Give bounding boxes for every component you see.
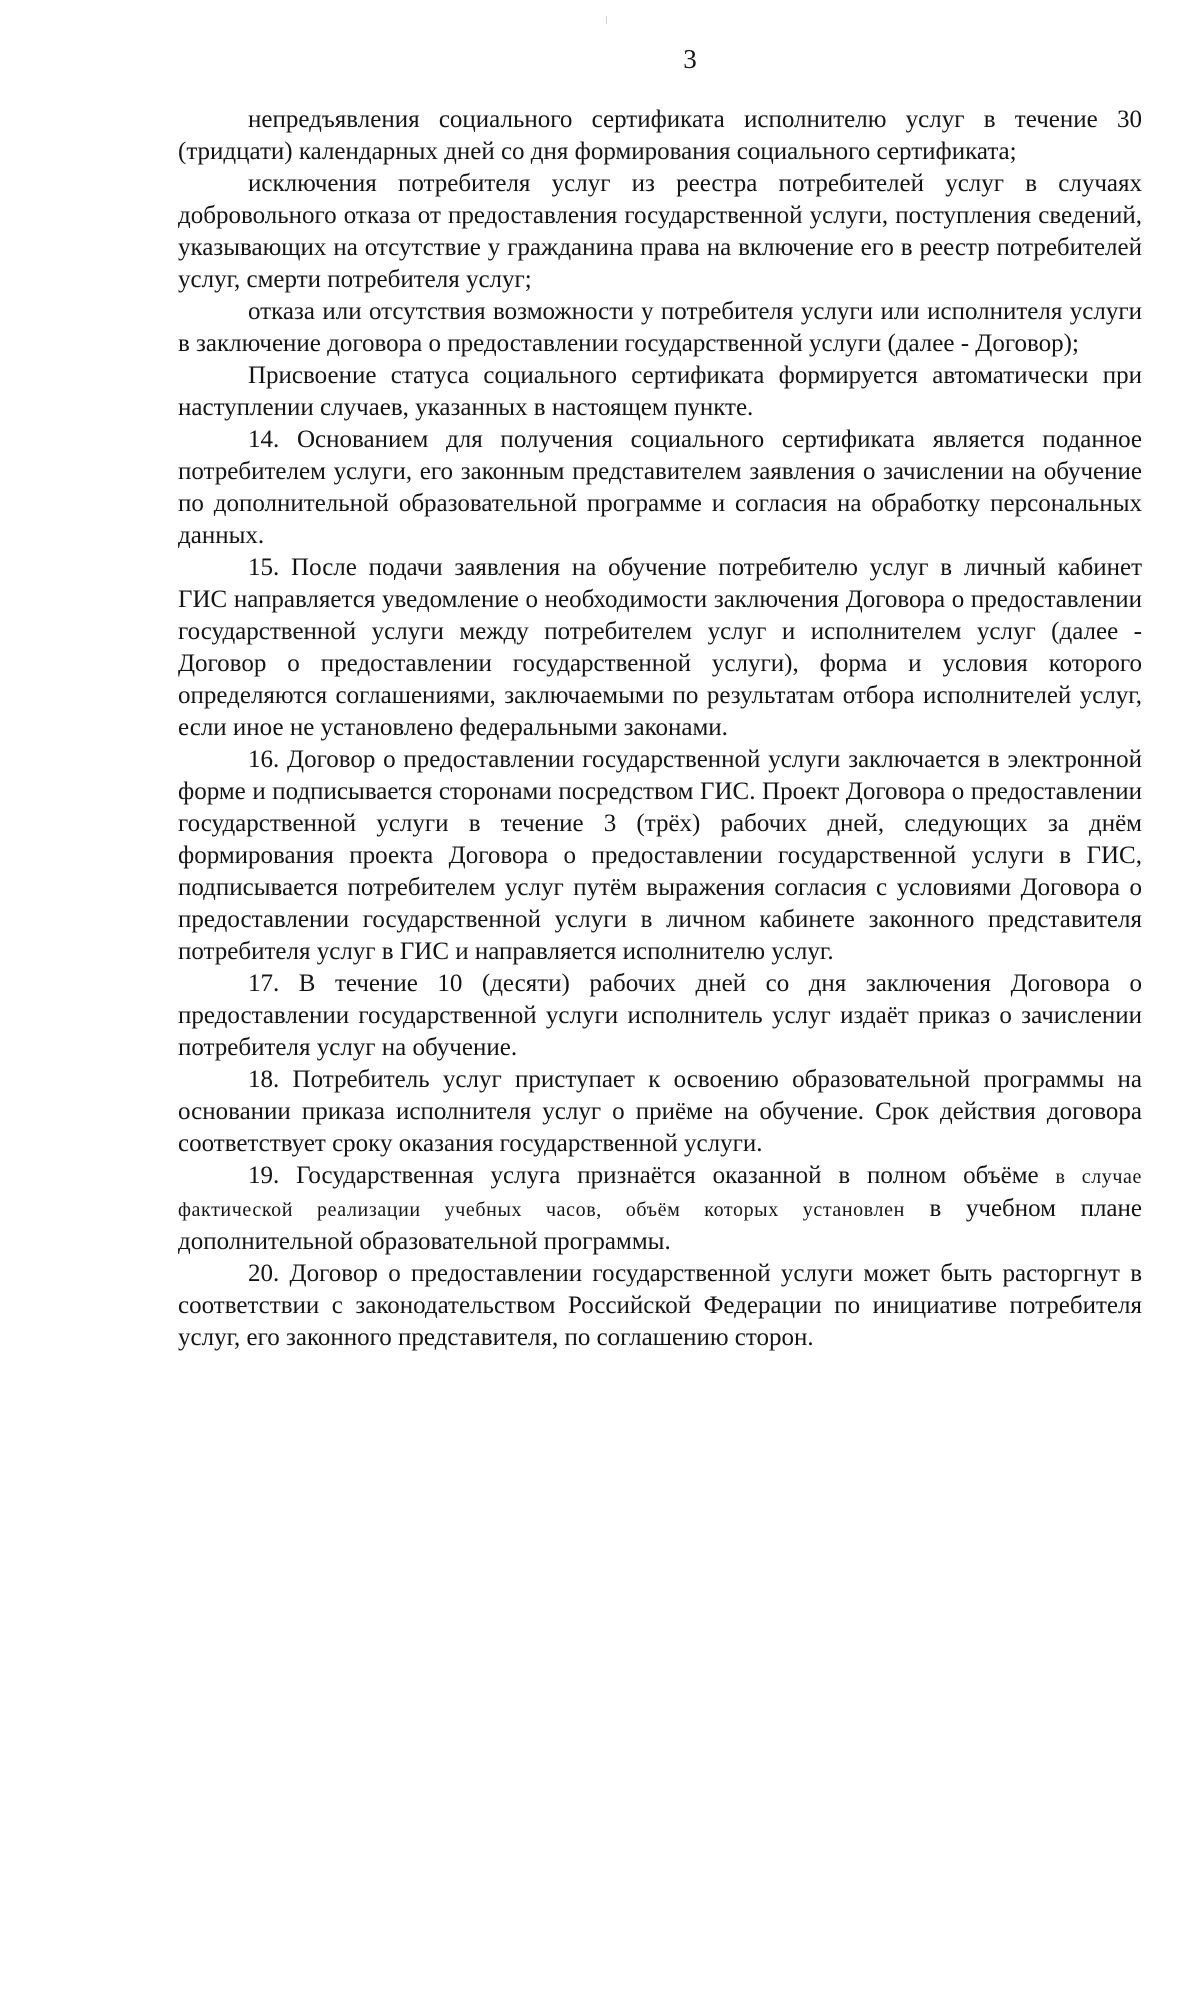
- paragraph-19: [178, 1160, 1142, 1258]
- paragraph-exclusion: исключения потребителя услуг из реестра потребителей услуг в случаях добровольного отказа от предоставления государственной услуги, поступления сведений, указывающих на отсутствие у гражданина права на включение его в реестр потребителей услуг, смерти потребителя услуг;: [178, 170, 1142, 293]
- paragraph-19-part2: в случае фактической реализации учебных часов, объём которых установлен: [178, 1166, 1143, 1221]
- paragraph-17: 17. В течение 10 (десяти) рабочих дней со дня заключения Договора о предоставлении государственной услуги исполнитель услуг издаёт приказ о зачислении потребителя услуг на обучение.: [178, 970, 1142, 1061]
- paragraph-non-submission: непредъявления социального сертификата исполнителю услуг в течение 30 (тридцати) календарных дней со дня формирования социального сертификата;: [178, 106, 1142, 165]
- paragraph-18: 18. Потребитель услуг приступает к освоению образовательной программы на основании приказа исполнителя услуг о приёме на обучение. Срок действия договора соответствует сроку оказания государственной услуги.: [178, 1066, 1142, 1157]
- scan-mark: [606, 16, 607, 24]
- document-body: [178, 104, 1142, 1354]
- paragraph-15: 15. После подачи заявления на обучение потребителю услуг в личный кабинет ГИС направляется уведомление о необходимости заключения Договора о предоставлении государственной услуги между потребителем услуг и исполнителем услуг (далее - Договор о предоставлении государственной услуги), форма и условия которого определяются соглашениями, заключаемыми по результатам отбора исполнителей услуг, если иное не установлено федеральными законами.: [178, 554, 1142, 741]
- paragraph-status-assignment: Присвоение статуса социального сертификата формируется автоматически при наступлении случаев, указанных в настоящем пункте.: [178, 362, 1142, 421]
- paragraph-20: 20. Договор о предоставлении государственной услуги может быть расторгнут в соответствии с законодательством Российской Федерации по инициативе потребителя услуг, его законного представителя, по соглашению сторон.: [178, 1260, 1142, 1351]
- page-number: 3: [683, 44, 697, 74]
- paragraph-19-part3: в учебном плане дополнительной образовательной программы.: [178, 1195, 1143, 1255]
- paragraph-14: 14. Основанием для получения социального сертификата является поданное потребителем услуги, его законным представителем заявления о зачислении на обучение по дополнительной образовательной программе и согласия на обработку персональных данных.: [178, 426, 1142, 549]
- paragraph-19-part1: 19. Государственная услуга признаётся оказанной в полном объёме: [248, 1162, 1039, 1189]
- paragraph-refusal: отказа или отсутствия возможности у потребителя услуги или исполнителя услуги в заключение договора о предоставлении государственной услуги (далее - Договор);: [178, 298, 1142, 357]
- paragraph-16: 16. Договор о предоставлении государственной услуги заключается в электронной форме и подписывается сторонами посредством ГИС. Проект Договора о предоставлении государственной услуги в течение 3 (трёх) рабочих дней, следующих за днём формирования проекта Договора о предоставлении государственной услуги в ГИС, подписывается потребителем услуг путём выражения согласия с условиями Договора о предоставлении государственной услуги в личном кабинете законного представителя потребителя услуг в ГИС и направляется исполнителю услуг.: [178, 746, 1142, 965]
